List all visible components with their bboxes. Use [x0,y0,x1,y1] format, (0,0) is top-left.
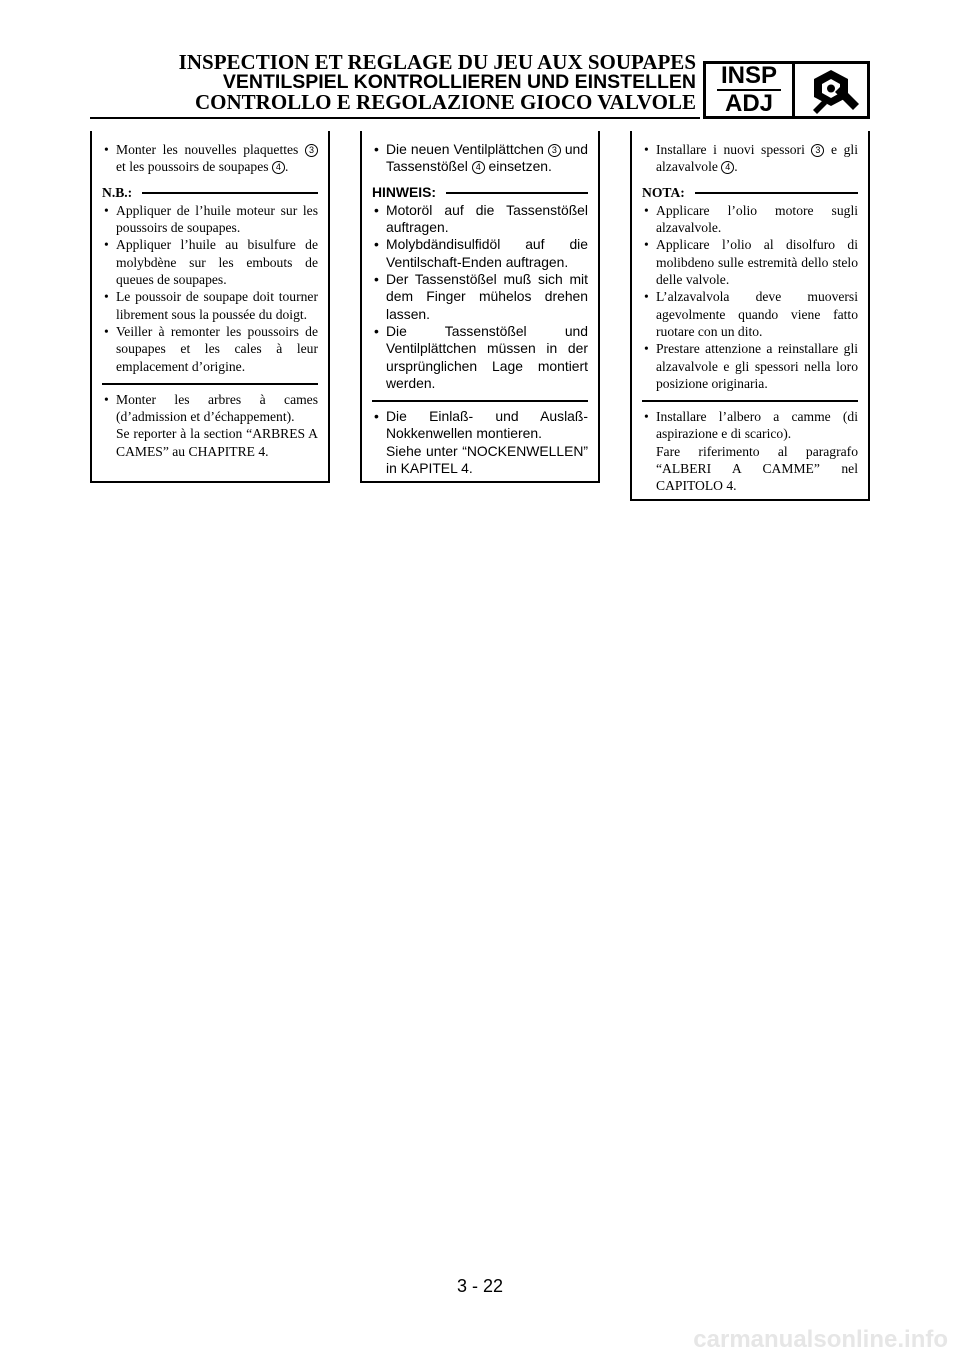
watermark: carmanualsonline.info [693,1326,948,1353]
badge-insp: INSP [717,64,781,91]
fr-note-item: • Appliquer l’huile au bisulfure de molybdène sur les embouts de queues de soupapes. [102,236,318,288]
ref-marker-3: 3 [811,144,824,157]
title-french: INSPECTION ET REGLAGE DU JEU AUX SOUPAPES [178,50,696,74]
fr-note-item: • Veiller à remonter les poussoirs de soupapes et les cales à leur emplacement d’origine. [102,323,318,375]
de-note-item: • Molybdändisulfidöl auf die Ventilschaft-Enden auftragen. [372,236,588,271]
de-note-end-rule [372,400,588,402]
column-italian [630,131,870,501]
page-number: 3 - 22 [456,1276,504,1296]
it-note-item: • Applicare l’olio motore sugli alzavalvole. [642,202,858,237]
it-note-item: • Applicare l’olio al disolfuro di molibdeno sulle estremità dello stelo delle valvole. [642,236,858,288]
badge-label [706,64,795,116]
de-step-install-camshafts: • Die Einlaß- und Auslaß-Nokkenwellen montieren. Siehe unter “NOCKENWELLEN” in KAPITEL 4. [372,408,588,477]
page-header-titles [179,52,696,112]
section-badge [703,61,870,119]
ref-marker-3: 3 [548,144,561,157]
fr-note-end-rule [102,383,318,385]
de-note-header: HINWEIS: [372,184,588,201]
fr-step-install-camshafts: • Monter les arbres à cames (d’admission et d’échappement). Se reporter à la section “ARBRES A CAMES” au CHAPITRE 4. [102,391,318,460]
de-note-item: • Motoröl auf die Tassenstößel auftragen. [372,202,588,237]
ref-marker-4: 4 [721,161,734,174]
it-step-install-camshaft: • Installare l’albero a camme (di aspirazione e di scarico). Fare riferimento al paragrafo “ALBERI A CAMME” nel CAPITOLO 4. [642,408,858,494]
de-step-install-shims: • Die neuen Ventilplättchen 3 und Tassenstößel 4 einsetzen. [372,141,588,176]
ref-marker-4: 4 [472,161,485,174]
ref-marker-3: 3 [305,144,318,157]
it-step-install-shims: • Installare i nuovi spessori 3 e gli alzavalvole 4 . [642,141,858,176]
title-german: VENTILSPIEL KONTROLLIEREN UND EINSTELLEN [222,71,696,93]
fr-note-item: • Appliquer de l’huile moteur sur les poussoirs de soupapes. [102,202,318,237]
de-note-item: • Die Tassenstößel und Ventilplättchen müssen in der ursprünglichen Lage montiert werden. [372,323,588,392]
de-note-item: • Der Tassenstößel muß sich mit dem Finger mühelos drehen lassen. [372,271,588,323]
fr-step-install-shims: • Monter les nouvelles plaquettes 3 et les poussoirs de soupapes 4 . [102,141,318,176]
fr-note-header: N.B.: [102,184,318,201]
wrench-nut-icon [795,64,867,116]
column-german [360,131,600,483]
it-note-header: NOTA: [642,184,858,201]
header-rule [90,117,700,119]
it-note-item: • L’alzavalvola deve muoversi agevolmente quando viene fatto ruotare con un dito. [642,288,858,340]
title-italian: CONTROLLO E REGOLAZIONE GIOCO VALVOLE [195,90,696,114]
it-note-item: • Prestare attenzione a reinstallare gli alzavalvole e gli spessori nella loro posizione originaria. [642,340,858,392]
badge-adj: ADJ [724,90,773,117]
ref-marker-4: 4 [272,161,285,174]
column-french [90,131,330,483]
it-note-end-rule [642,400,858,402]
fr-note-item: • Le poussoir de soupape doit tourner librement sous la poussée du doigt. [102,288,318,323]
